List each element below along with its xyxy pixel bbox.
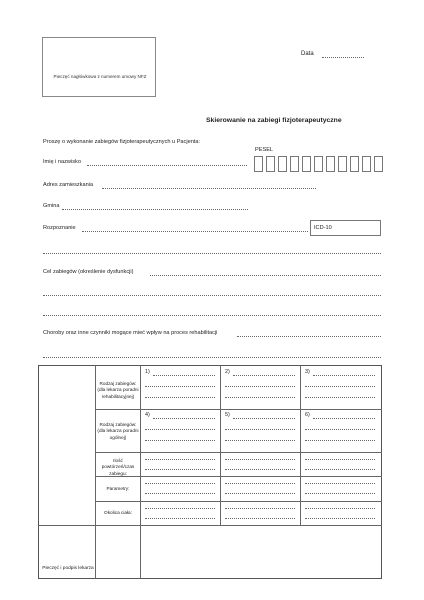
pesel-label: PESEL xyxy=(255,147,274,153)
pesel-digit-cell[interactable] xyxy=(266,156,275,172)
treatment-cell-line[interactable] xyxy=(145,397,215,398)
goal-field[interactable] xyxy=(150,275,381,276)
diseases-line-2[interactable] xyxy=(43,357,381,358)
pesel-digit-cell[interactable] xyxy=(290,156,299,172)
goal-line-3[interactable] xyxy=(43,315,381,316)
treatment-cell-line[interactable] xyxy=(305,429,375,430)
treatment-cell-line[interactable] xyxy=(233,375,295,376)
treatment-number: 1) xyxy=(145,369,150,375)
table-divider xyxy=(140,365,141,579)
treatment-cell-line[interactable] xyxy=(305,397,375,398)
icd-label: ICD-10 xyxy=(314,225,332,231)
parameters-cell-line[interactable] xyxy=(305,483,375,484)
treatment-number: 2) xyxy=(225,369,230,375)
stamp-box xyxy=(42,37,156,97)
treatment-number: 6) xyxy=(305,412,310,418)
treatment-cell-line[interactable] xyxy=(305,440,375,441)
stamp-label: Pieczęć nagłówkowa z numerem umowy NFZ xyxy=(53,74,147,79)
parameters-cell-line[interactable] xyxy=(145,483,215,484)
repeats-cell-line[interactable] xyxy=(225,469,295,470)
doctor-signature-label: Pieczęć i podpis lekarza xyxy=(42,566,94,571)
treatment-type-rehab-label: Rodzaj zabiegów: (dla lekarza poradni rehabilitacyjnej) xyxy=(97,381,139,399)
pesel-digit-cell[interactable] xyxy=(374,156,383,172)
pesel-digit-cell[interactable] xyxy=(254,156,263,172)
goal-label: Cel zabiegów (określenie dysfunkcji) xyxy=(43,269,134,275)
treatment-cell-line[interactable] xyxy=(313,375,375,376)
repeats-label: Ilość powtórzeń/czas zabiegu: xyxy=(101,458,135,476)
repeats-cell-line[interactable] xyxy=(305,469,375,470)
name-field[interactable] xyxy=(87,165,247,166)
treatment-cell-line[interactable] xyxy=(153,375,215,376)
parameters-label: Parametry: xyxy=(106,486,130,491)
parameters-cell-line[interactable] xyxy=(145,493,215,494)
treatment-number: 5) xyxy=(225,412,230,418)
parameters-cell-line[interactable] xyxy=(225,493,295,494)
body-area-label: Okolica ciała: xyxy=(104,510,132,515)
diagnosis-continuation-line[interactable] xyxy=(43,253,381,254)
address-label: Adres zamieszkania xyxy=(43,182,94,188)
treatment-cell-line[interactable] xyxy=(145,440,215,441)
treatment-cell-line[interactable] xyxy=(225,397,295,398)
table-divider xyxy=(95,501,382,502)
body-area-cell-line[interactable] xyxy=(305,508,375,509)
treatment-cell-line[interactable] xyxy=(305,386,375,387)
repeats-cell-line[interactable] xyxy=(145,459,215,460)
treatment-type-general-label: Rodzaj zabiegów: (dla lekarza poradni ogólnej) xyxy=(97,422,139,440)
treatment-cell-line[interactable] xyxy=(153,418,215,419)
body-area-cell-line[interactable] xyxy=(225,508,295,509)
body-area-cell-line[interactable] xyxy=(305,518,375,519)
pesel-digit-cell[interactable] xyxy=(326,156,335,172)
goal-line-2[interactable] xyxy=(43,295,381,296)
address-field[interactable] xyxy=(102,188,316,189)
diagnosis-field[interactable] xyxy=(82,231,308,232)
pesel-digit-cell[interactable] xyxy=(314,156,323,172)
treatment-number: 3) xyxy=(305,369,310,375)
diagnosis-label: Rozpoznanie xyxy=(43,225,76,231)
repeats-cell-line[interactable] xyxy=(145,469,215,470)
body-area-cell-line[interactable] xyxy=(145,518,215,519)
treatment-cell-line[interactable] xyxy=(145,429,215,430)
repeats-cell-line[interactable] xyxy=(305,459,375,460)
diseases-label: Choroby oraz inne czynniki mogące mieć wpływ na proces rehabilitacji xyxy=(43,330,218,336)
repeats-cell-line[interactable] xyxy=(225,459,295,460)
body-area-cell-line[interactable] xyxy=(225,518,295,519)
diseases-field[interactable] xyxy=(237,336,381,337)
table-divider xyxy=(95,452,382,453)
treatment-cell-line[interactable] xyxy=(225,429,295,430)
parameters-cell-line[interactable] xyxy=(305,493,375,494)
name-label: Imię i nazwisko xyxy=(43,159,81,165)
treatment-number: 4) xyxy=(145,412,150,418)
table-divider xyxy=(95,409,382,410)
pesel-digit-cell[interactable] xyxy=(350,156,359,172)
commune-field[interactable] xyxy=(62,209,248,210)
body-area-cell-line[interactable] xyxy=(145,508,215,509)
page-title: Skierowanie na zabiegi fizjoterapeutyczne xyxy=(206,117,342,124)
commune-label: Gmina xyxy=(43,203,60,209)
table-divider xyxy=(95,365,96,579)
date-field[interactable] xyxy=(322,57,364,58)
parameters-cell-line[interactable] xyxy=(225,483,295,484)
treatment-cell-line[interactable] xyxy=(225,440,295,441)
table-divider xyxy=(38,525,382,526)
pesel-digit-cell[interactable] xyxy=(278,156,287,172)
pesel-digit-cell[interactable] xyxy=(338,156,347,172)
request-text: Proszę o wykonanie zabiegów fizjoterapeutycznych u Pacjenta: xyxy=(43,139,201,145)
treatment-cell-line[interactable] xyxy=(225,386,295,387)
pesel-digit-cell[interactable] xyxy=(362,156,371,172)
pesel-digit-cell[interactable] xyxy=(302,156,311,172)
treatment-cell-line[interactable] xyxy=(233,418,295,419)
treatment-cell-line[interactable] xyxy=(145,386,215,387)
treatment-cell-line[interactable] xyxy=(313,418,375,419)
date-label: Data xyxy=(301,51,314,57)
